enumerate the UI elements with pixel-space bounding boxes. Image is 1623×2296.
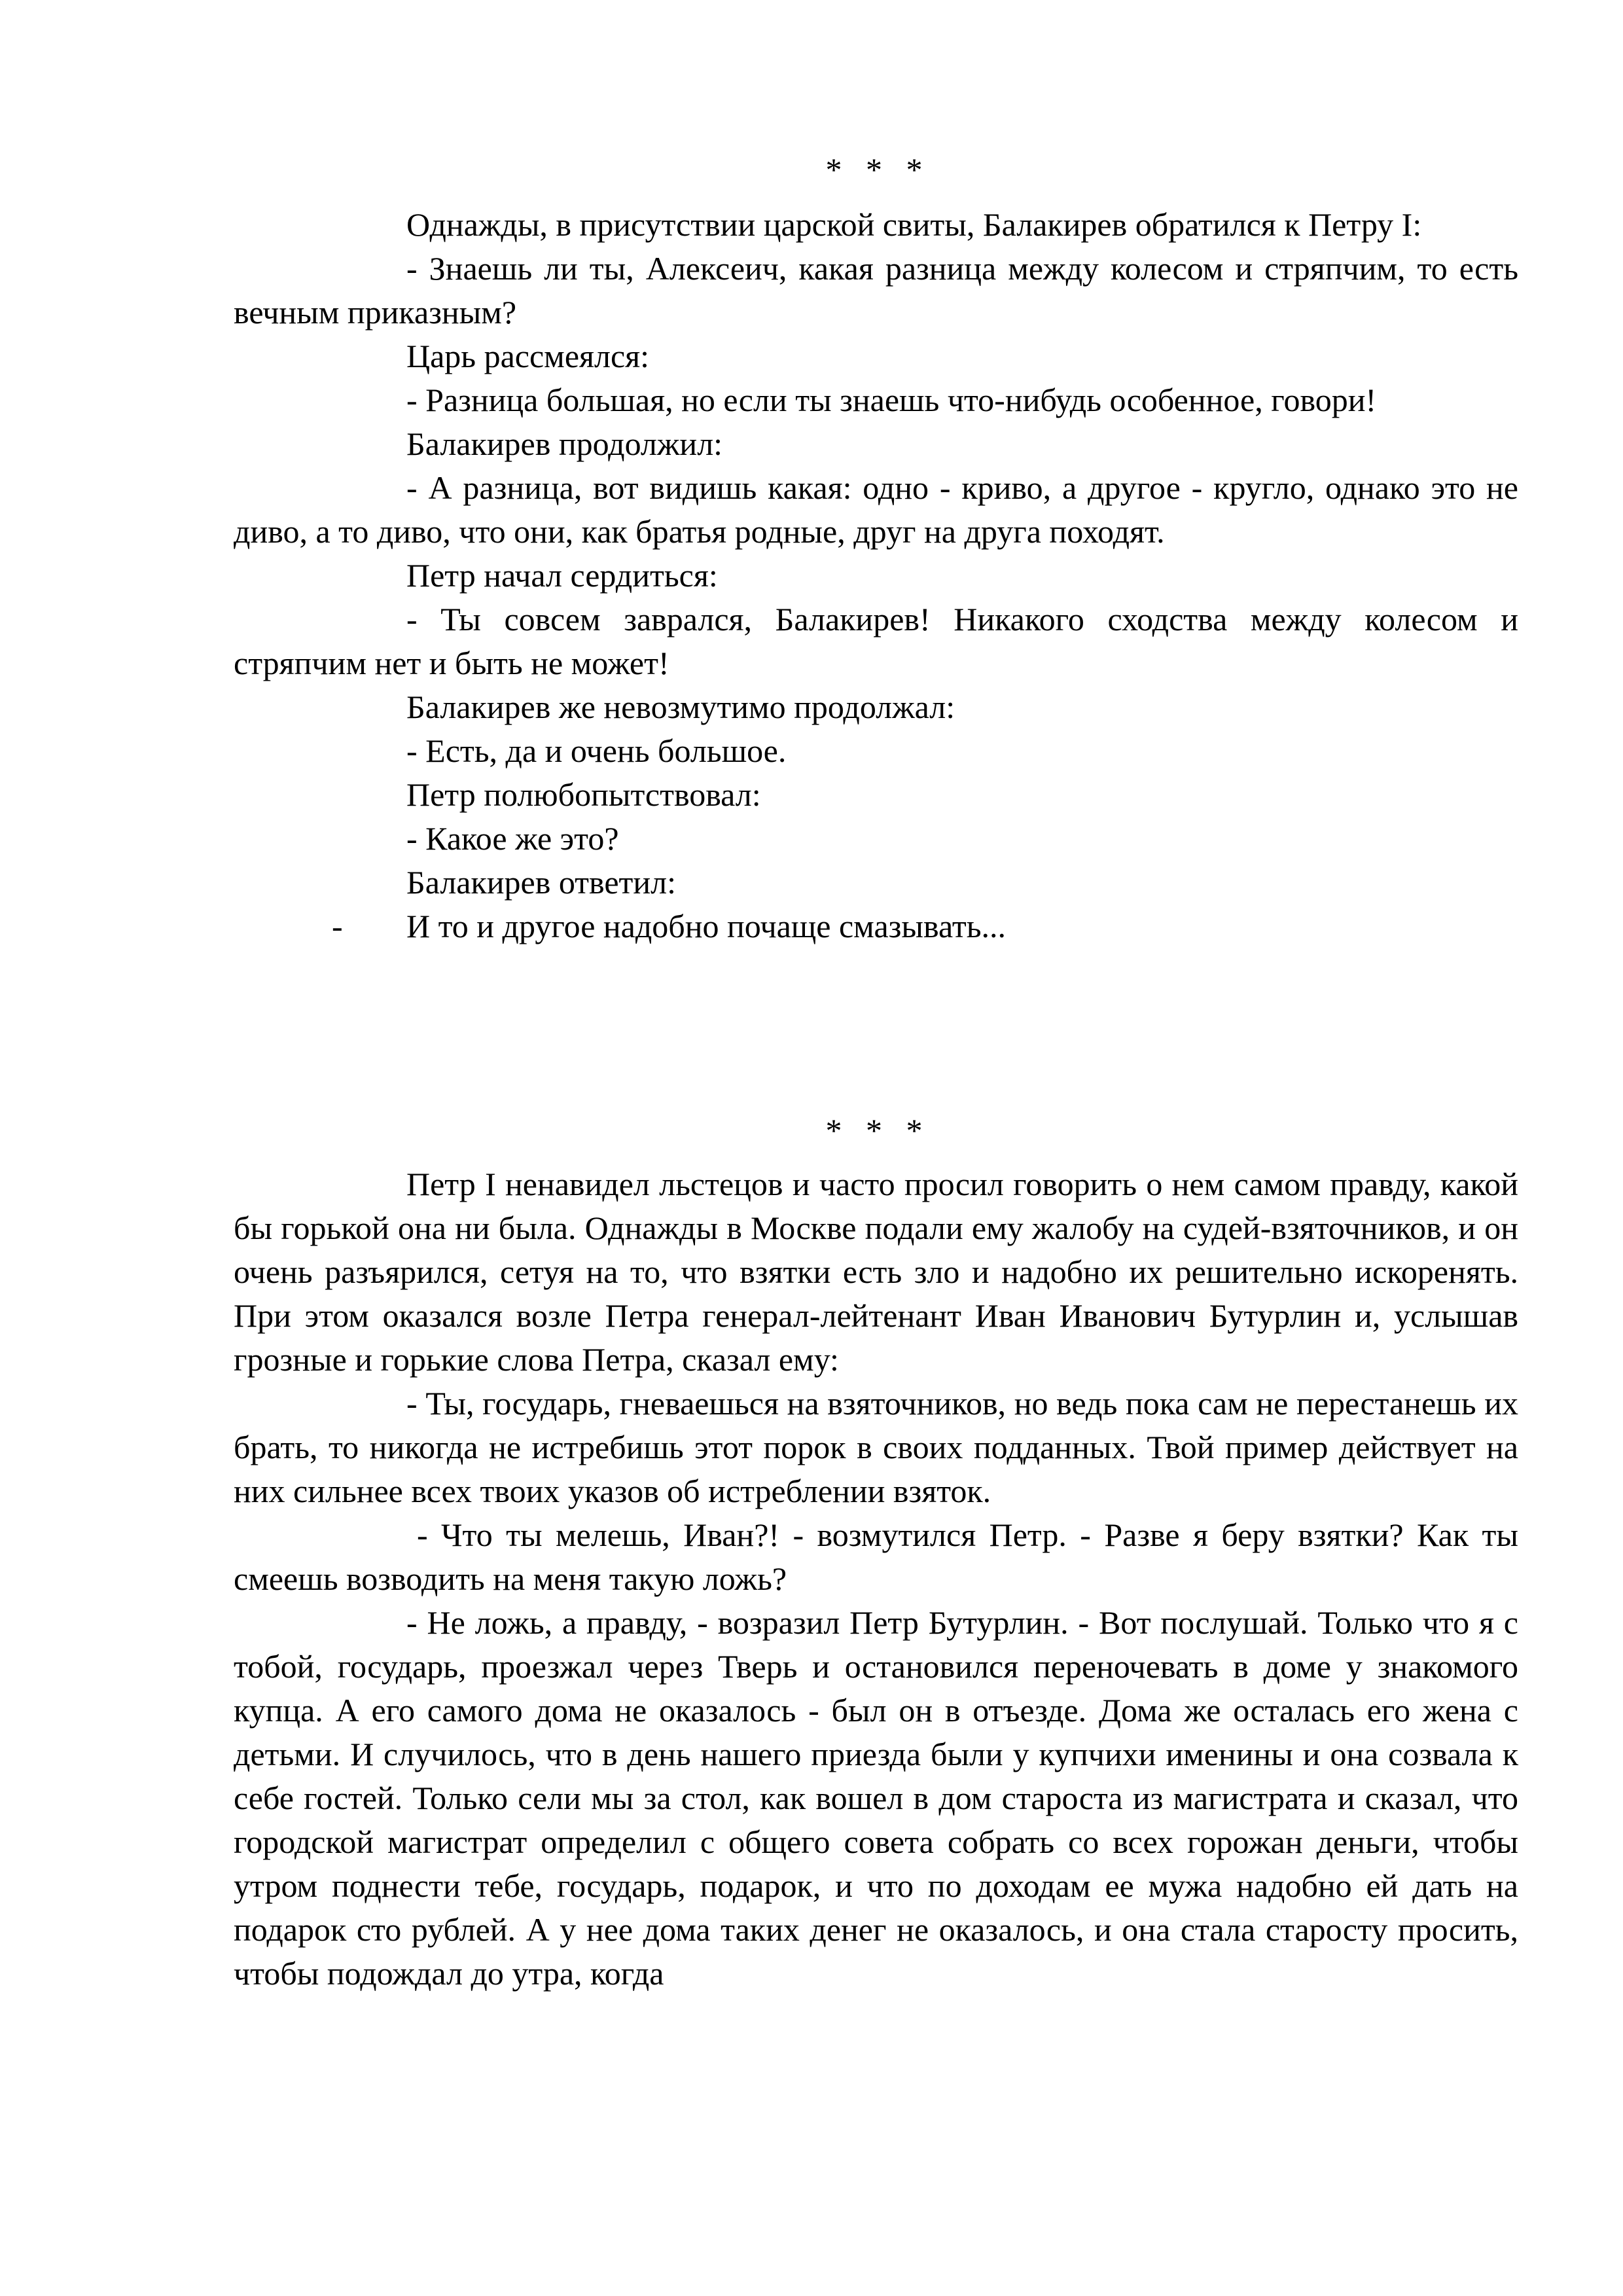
paragraph: Петр полюбопытствовал: — [406, 776, 761, 813]
anecdote-2 — [234, 1162, 1518, 1996]
paragraph: - Разница большая, но если ты знаешь что-нибудь особенное, говори! — [406, 382, 1377, 418]
list-item — [234, 905, 1518, 948]
anecdote-1 — [234, 203, 1518, 948]
paragraph: - Не ложь, а правду, - возразил Петр Бутурлин. - Вот послушай. Только что я с тобой, государь, проезжал через Тверь и остановился переночевать в доме у знакомого купца. А его самого дома не оказалось - был он в отъезде. Дома же осталась его жена с детьми. И случилось, что в день нашего приезда были у купчихи именины и она созвала к себе гостей. Только сели мы за стол, как вошел в дом староста из магистрата и сказал, что городской магистрат определил с общего совета собрать со всех горожан деньги, чтобы утром поднести тебе, государь, подарок, и что по доходам ее мужа надобно ей дать на подарок сто рублей. А у нее дома таких денег не оказалось, и она стала старосту просить, чтобы подождал до утра, когда — [234, 1604, 1518, 1992]
paragraph: - А разница, вот видишь какая: одно - криво, а другое - кругло, однако это не диво, а то диво, что они, как братья родные, друг на друга походят. — [234, 469, 1518, 550]
paragraph: - Что ты мелешь, Иван?! - возмутился Петр. - Разве я беру взятки? Как ты смеешь возводить на меня такую ложь? — [234, 1516, 1518, 1597]
paragraph: - Знаешь ли ты, Алексеич, какая разница между колесом и стряпчим, то есть вечным приказным? — [234, 250, 1518, 331]
paragraph: - Есть, да и очень большое. — [406, 732, 787, 769]
paragraph: Петр начал сердиться: — [406, 557, 718, 594]
paragraph: - Какое же это? — [406, 820, 619, 857]
section-separator: * * * — [825, 1112, 931, 1149]
paragraph: Балакирев же невозмутимо продолжал: — [406, 689, 955, 725]
paragraph: Петр I ненавидел льстецов и часто просил говорить о нем самом правду, какой бы горькой она ни была. Однажды в Москве подали ему жалобу на судей-взяточников, и он очень разъярился, сетуя на то, что взятки есть зло и надобно их решительно искоренять. При этом оказался возле Петра генерал-лейтенант Иван Иванович Бутурлин и, услышав грозные и горькие слова Петра, сказал ему: — [234, 1166, 1518, 1378]
paragraph: Царь рассмеялся: — [406, 338, 650, 374]
paragraph: Балакирев продолжил: — [406, 425, 723, 462]
paragraph: Однажды, в присутствии царской свиты, Балакирев обратился к Петру I: — [406, 206, 1422, 243]
list-item-text: И то и другое надобно почаще смазывать... — [406, 908, 1007, 944]
paragraph: - Ты, государь, гневаешься на взяточников, но ведь пока сам не перестанешь их брать, то никогда не истребишь этот порок в своих подданных. Твой пример действует на них сильнее всех твоих указов об истреблении взяток. — [234, 1385, 1518, 1509]
paragraph: Балакирев ответил: — [406, 864, 676, 901]
paragraph: - Ты совсем заврался, Балакирев! Никакого сходства между колесом и стряпчим нет и быть не может! — [234, 601, 1518, 681]
section-separator: * * * — [825, 151, 931, 188]
list-marker: - — [332, 908, 343, 944]
